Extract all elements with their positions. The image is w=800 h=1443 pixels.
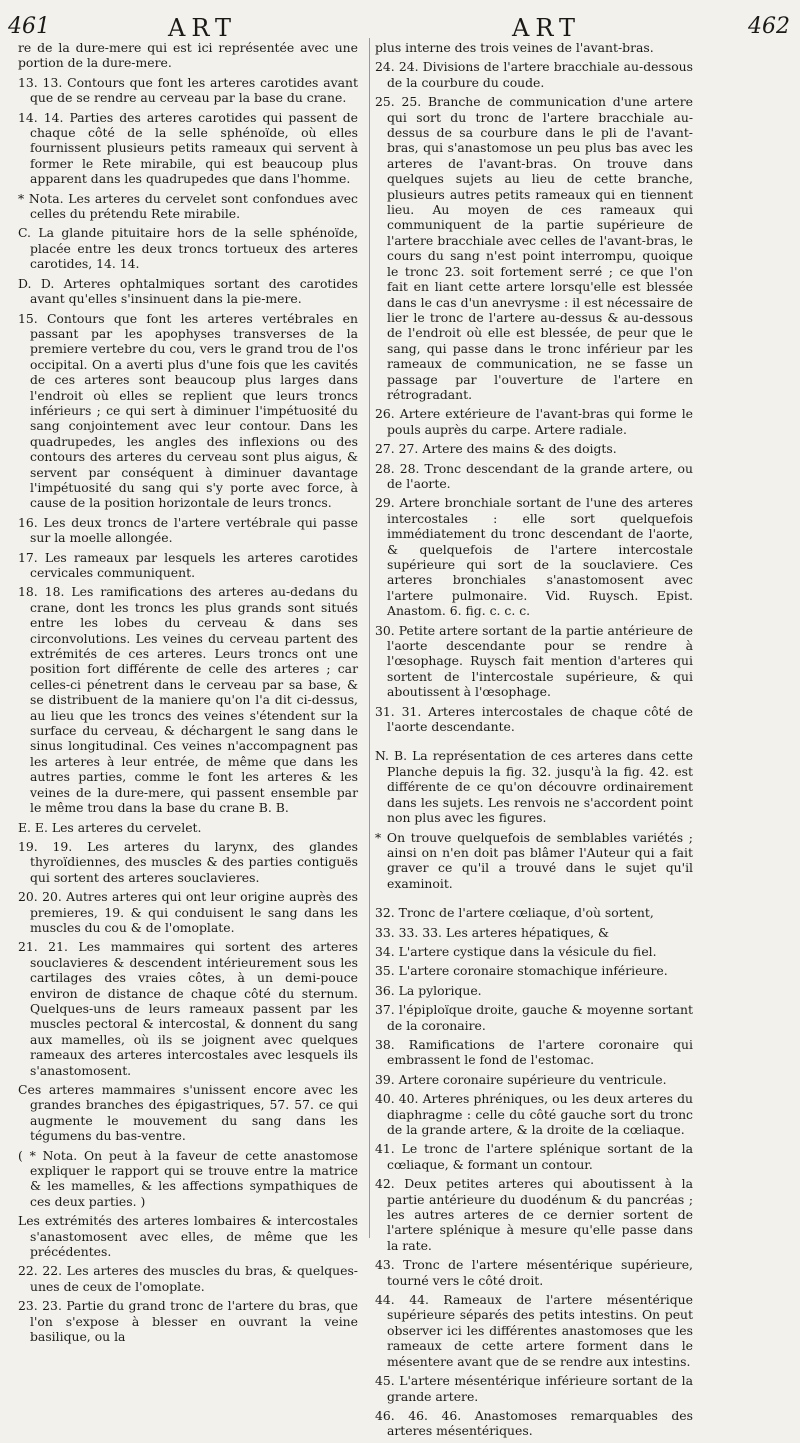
entry-36: 36. La pylorique. <box>375 982 482 998</box>
left-page-number: 461 <box>8 14 50 39</box>
entry-27: 27. 27. Artere des mains & des doigts. <box>375 441 617 457</box>
entry-34: 34. L'artere cystique dans la vésicule du fiel. <box>375 943 657 959</box>
entry-17: 17. Les rameaux par lesquels les arteres carotides cervicales communiquent. <box>18 549 358 580</box>
spacer <box>375 895 693 905</box>
entry-continued: plus interne des trois veines de l'avant-bras. <box>375 40 654 55</box>
entry-46: 46. 46. 46. Anastomoses remarquables des arteres mésentériques. <box>375 1407 693 1439</box>
entry-mammaires: Ces arteres mammaires s'unissent encore avec les grandes branches des épigastriques, 57. 57. ce qui augmente le mouvement du sang dans les tégumens du bas-ventre. <box>18 1082 358 1144</box>
entry-29: 29. Artere bronchiale sortant de l'une des arteres intercostales : elle sort quelquefois immédiatement du tronc descendant de l'aorte, & quelquefois de l'artere intercostale supérieure qui sort de la souclaviere. Ces arteres bronchiales s'anastomosent avec l'artere pulmonaire. Vid. Ruysch. Epist. Anastom. 6. fig. c. c. c. <box>375 495 693 619</box>
spacer <box>375 738 693 748</box>
entry-20: 20. 20. Autres arteres qui ont leur origine auprès des premieres, 19. & qui conduisent le sang dans les muscles du cou & de l'omoplate. <box>18 889 358 935</box>
entry-33: 33. 33. 33. Les arteres hépatiques, & <box>375 924 610 940</box>
entry-32: 32. Tronc de l'artere cœliaque, d'où sortent, <box>375 905 654 921</box>
entry-35: 35. L'artere coronaire stomachique inférieure. <box>375 963 668 979</box>
left-running-title: ART <box>168 14 237 42</box>
entry-nb: N. B. La représentation de ces arteres dans cette Planche depuis la fig. 32. jusqu'à la fig. 42. est différente de ce qu'on découvre ordinairement dans les sujets. Les renvois ne s'accordent point non plus avec les figures. <box>375 748 693 826</box>
entry-lombaires: Les extrémités des arteres lombaires & intercostales s'anastomosent avec elles, de même que les précédentes. <box>18 1213 358 1260</box>
entry-44: 44. 44. Rameaux de l'artere mésentérique supérieure séparés des petits intestins. On peut observer ici les différentes anastomoses que les rameaux de cette artere forment dans le mésentere avant que de se rendre aux intestins. <box>375 1292 693 1369</box>
right-column <box>375 40 693 1443</box>
entry-25: 25. 25. Branche de communication d'une artere qui sort du tronc de l'artere bracchiale au-dessus de sa courbure dans le pli de l'avant-bras, qui s'anastomose un peu plus bas avec les arteres de l'avant-bras. On trouve dans quelques sujets au lieu de cette branche, plusieurs autres petits rameaux qui en tiennent lieu. Au moyen de ces rameaux qui communiquent de la partie supérieure de l'artere bracchiale avec celles de l'avant-bras, le cours du sang n'est point interrompu, quoique le tronc 23. soit fortement serré ; ce que l'on fait en liant cette artere lorsqu'elle est blessée dans le cas d'un anevrysme : il est nécessaire de lier le tronc de l'artere au-dessus & au-dessous de l'endroit où elle est blessée, de peur que le sang, qui passe dans le tronc inférieur par les rameaux de communication, ne se fasse un passage par l'ouverture de l'artere en rétrogradant. <box>375 94 693 402</box>
entry-23: 23. 23. Partie du grand tronc de l'artere du bras, que l'on s'expose à blesser en ouvrant la veine basilique, ou la <box>18 1298 358 1345</box>
entry-31: 31. 31. Arteres intercostales de chaque côté de l'aorte descendante. <box>375 703 693 735</box>
entry-13: 13. 13. Contours que font les arteres carotides avant que de se rendre au cerveau par la base du crane. <box>18 74 358 106</box>
entry-21: 21. 21. Les mammaires qui sortent des arteres souclavieres & descendent intérieurement sous les cartilages des vraies côtes, à un demi-pouce environ de distance de chaque côté du sternum. Quelques-uns de leurs rameaux passent par les muscles pectoral & intercostal, & donnent du sang aux mamelles, où ils se joignent avec quelques rameaux des arteres intercostales avec lesquels ils s'anastomosent. <box>18 939 358 1078</box>
entry-continued: re de la dure-mere qui est ici représentée avec une portion de la dure-mere. <box>18 40 358 71</box>
entry-24: 24. 24. Divisions de l'artere bracchiale au-dessous de la courbure du coude. <box>375 59 693 90</box>
entry-18: 18. 18. Les ramifications des arteres au-dedans du crane, dont les troncs les plus grands sont situés entre les lobes du cerveau & dans ses circonvolutions. Les veines du cerveau partent des extrémités de ces arteres. Leurs troncs ont une position fort différente de celle des arteres ; car celles-ci pénetrent dans le cerveau par sa base, & se distribuent de la maniere qu'on l'a dit ci-dessus, au lieu que les troncs des veines s'étendent sur la surface du cerveau, & déchargent le sang dans le sinus longitudinal. Ces veines n'accompagnent pas les arteres à leur entrée, de même que dans les autres parties, comme le font les arteres & les veines de la dure-mere, qui passent ensemble par le même trou dans la base du crane B. B. <box>18 584 358 816</box>
entry-30: 30. Petite artere sortant de la partie antérieure de l'aorte descendante pour se rendre à l'œsophage. Ruysch fait mention d'arteres qui sortent de l'intercostale supérieure, & qui aboutissent à l'œsophage. <box>375 622 693 700</box>
entry-42: 42. Deux petites arteres qui aboutissent à la partie antérieure du duodénum & du pancréas ; les autres arteres de ce dernier sortent de l'artere splénique à mesure qu'elle passe dans la rate. <box>375 1176 693 1253</box>
entry-14: 14. 14. Parties des arteres carotides qui passent de chaque côté de la selle sphénoïde, où elles fournissent plusieurs petits rameaux qui servent à former le Rete mirabile, qui est beaucoup plus apparent dans les quadrupedes que dans l'homme. <box>18 109 358 187</box>
entry-15: 15. Contours que font les arteres vertébrales en passant par les apophyses transverses de la premiere vertebre du cou, vers le grand trou de l'os occipital. On a averti plus d'une fois que les cavités de ces arteres sont beaucoup plus larges dans l'endroit où elles se replient que leurs troncs inférieurs ; ce qui sert à diminuer l'impétuosité du sang conjointement avec leur contour. Dans les quadrupedes, les angles des inflexions ou des contours des arteres du cerveau sont plus aigus, & servent par conséquent à diminuer davantage l'impétuosité du sang qui s'y porte avec force, à cause de la position horizontale de leurs troncs. <box>18 310 358 511</box>
left-column <box>18 40 358 1349</box>
entry-39: 39. Artere coronaire supérieure du ventricule. <box>375 1071 667 1087</box>
entry-c: C. La glande pituitaire hors de la selle sphénoïde, placée entre les deux troncs tortueux des arteres carotides, 14. 14. <box>18 225 358 272</box>
entry-38: 38. Ramifications de l'artere coronaire qui embrassent le fond de l'estomac. <box>375 1036 693 1068</box>
right-page-number: 462 <box>748 14 790 39</box>
entry-note-varietes: * On trouve quelquefois de semblables variétés ; ainsi on n'en doit pas blâmer l'Auteur qui a fait graver ce qu'il a trouvé dans le sujet qu'il examinoit. <box>375 829 693 891</box>
entry-16: 16. Les deux troncs de l'artere vertébrale qui passe sur la moelle allongée. <box>18 514 358 546</box>
column-divider <box>369 38 370 1238</box>
entry-37: 37. l'épiploïque droite, gauche & moyenne sortant de la coronaire. <box>375 1002 693 1033</box>
entry-nota-cervelet: * Nota. Les arteres du cervelet sont confondues avec celles du prétendu Rete mirabile. <box>18 190 358 222</box>
entry-45: 45. L'artere mésentérique inférieure sortant de la grande artere. <box>375 1373 693 1404</box>
entry-nota-anastomose: ( * Nota. On peut à la faveur de cette anastomose expliquer le rapport qui se trouve entre la matrice & les mamelles, & les affections sympathiques de ces deux parties. ) <box>18 1147 358 1209</box>
right-running-title: ART <box>512 14 581 42</box>
entry-d: D. D. Arteres ophtalmiques sortant des carotides avant qu'elles s'insinuent dans la pie-mere. <box>18 275 358 307</box>
entry-28: 28. 28. Tronc descendant de la grande artere, ou de l'aorte. <box>375 460 693 491</box>
entry-26: 26. Artere extérieure de l'avant-bras qui forme le pouls auprès du carpe. Artere radiale. <box>375 406 693 437</box>
entry-43: 43. Tronc de l'artere mésentérique supérieure, tourné vers le côté droit. <box>375 1257 693 1288</box>
entry-e: E. E. Les arteres du cervelet. <box>18 819 202 835</box>
entry-40: 40. 40. Arteres phréniques, ou les deux arteres du diaphragme : celle du côté gauche sort du tronc de la grande artere, & la droite de la cœliaque. <box>375 1091 693 1137</box>
entry-19: 19. 19. Les arteres du larynx, des glandes thyroïdiennes, des muscles & des parties contiguës qui sortent des arteres souclavieres. <box>18 838 358 885</box>
entry-22: 22. 22. Les arteres des muscles du bras, & quelques-unes de ceux de l'omoplate. <box>18 1263 358 1294</box>
entry-41: 41. Le tronc de l'artere splénique sortant de la cœliaque, & formant un contour. <box>375 1141 693 1172</box>
